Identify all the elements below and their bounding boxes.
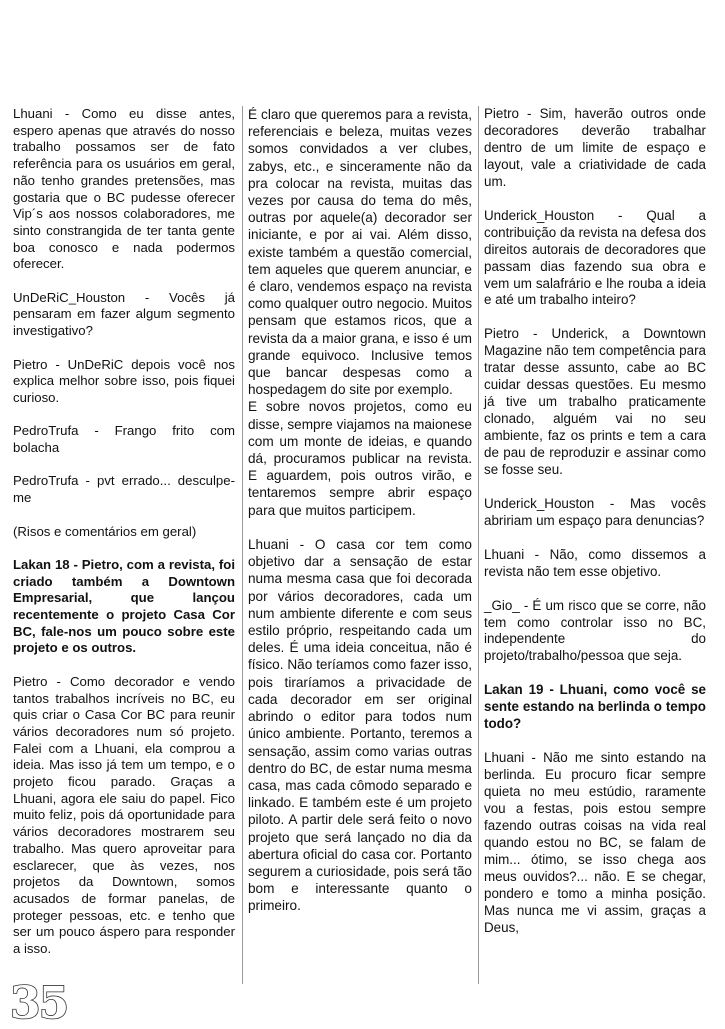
article-column-3 xyxy=(484,106,706,954)
column-divider xyxy=(242,106,243,984)
column-divider xyxy=(478,106,479,984)
answer-paragraph: E sobre novos projetos, como eu disse, sempre viajamos na maionese com um monte de ideias, e quando dá, procuramos publicar na revista. E aguardem, pois outros virão, e tentaremos sempre abrir espaço para que muitos participem. xyxy=(248,399,472,518)
question-paragraph: UnDeRiC_Houston - Vocês já pensaram em fazer algum segmento investigativo? xyxy=(13,289,235,339)
answer-paragraph: É claro que queremos para a revista, referenciais e beleza, muitas vezes somos convidados a ver clubes, zabys, etc., e sinceramente não da pra colocar na revista, muitas das vezes por causa do tema do mês, outras por aquele(a) decorador ser iniciante, e por ai vai. Além disso, existe também a questão comercial, tem aqueles que querem anunciar, e é claro, vendemos espaço na revista como qualquer outro negocio. Muitos pensam que estamos ricos, que a revista da a maior grana, e isso é um grande equivoco. Inclusive temos que bancar despesas como a hospedagem do site por exemplo. xyxy=(248,107,472,398)
answer-paragraph: Pietro - Sim, haverão outros onde decoradores deverão trabalhar dentro de um limite de espaço e layout, vale a criatividade de cada um. xyxy=(484,106,706,189)
answer-paragraph: Pietro - Underick, a Downtown Magazine não tem competência para tratar desse assunto, cabe ao BC cuidar dessas questões. Eu mesmo já tive um trabalho praticamente clonado, alguém vai no seu ambiente, faz os prints e tem a cara de pau de reproduzir e assinar como se fosse seu. xyxy=(484,326,706,477)
article-column-2 xyxy=(248,106,472,932)
article-column-1 xyxy=(13,106,235,974)
page-number: 35 xyxy=(10,978,68,1029)
interview-question: Lakan 19 - Lhuani, como você se sente estando na berlinda o tempo todo? xyxy=(484,682,706,732)
answer-paragraph: Lhuani - Não me sinto estando na berlinda. Eu procuro ficar sempre quieta no meu estúdio, raramente vou a festas, pois estou sempre fazendo outras coisas na vida real quando estou no BC, se falam de mim... ótimo, se isso chega aos meus ouvidos?... não. E se chegar, pondero e tomo a minha posição. Mas nunca me vi assim, graças a Deus, xyxy=(484,750,706,935)
chat-comment: PedroTrufa - Frango frito com bolacha xyxy=(13,423,235,456)
answer-paragraph: Pietro - Como decorador e vendo tantos trabalhos incríveis no BC, eu quis criar o Casa Cor BC para reunir vários decoradores num só projeto. Falei com a Lhuani, ela comprou a ideia. Mas isso já tem um tempo, e o projeto ficou parado. Graças a Lhuani, agora ele saiu do papel. Fico muito feliz, pois dá oportunidade para vários decoradores mostrarem seu trabalho. Mas quero aproveitar para esclarecer, que às vezes, nos projetos da Downtown, somos acusados de formar panelas, de proteger pessoas, etc. e tenho que ser um pouco áspero para responder a isso. xyxy=(13,673,235,957)
stage-note: (Risos e comentários em geral) xyxy=(13,523,197,539)
question-paragraph: Underick_Houston - Mas vocês abririam um espaço para denuncias? xyxy=(484,495,706,528)
chat-comment: PedroTrufa - pvt errado... desculpe-me xyxy=(13,473,235,506)
answer-paragraph: Lhuani - Como eu disse antes, espero apenas que através do nosso trabalho possamos ser de fato referência para os usuários em geral, não tenho grandes pretensões, mas gostaria que o BC pudesse oferecer Vip´s aos nossos colaboradores, me sinto constrangida de ter tanta gente boa conosco e nada podermos oferecer. xyxy=(13,106,235,272)
answer-paragraph: Lhuani - Não, como dissemos a revista não tem esse objetivo. xyxy=(484,546,706,579)
interview-question: Lakan 18 - Pietro, com a revista, foi criado também a Downtown Empresarial, que lançou recentemente o projeto Casa Cor BC, fale-nos um pouco sobre este projeto e os outros. xyxy=(13,556,235,656)
answer-paragraph: _Gio_ - É um risco que se corre, não tem como controlar isso no BC, independente do projeto/trabalho/pessoa que seja. xyxy=(484,597,706,664)
answer-paragraph: Lhuani - O casa cor tem como objetivo dar a sensação de estar numa mesma casa que foi decorada por vários decoradores, cada um num ambiente diferente e com seus estilo próprio, respeitando cada um deles. É uma ideia conceitua, não é físico. Não teríamos como fazer isso, pois tiraríamos a privacidade de cada decorador em ser original abrindo o editor para todos num único ambiente. Portanto, teremos a sensação, assim como varias outras dentro do BC, de estar numa mesma casa, mas cada cômodo separado e linkado. E também este é um projeto piloto. A partir dele será feito o novo projeto que será lançado no dia da abertura oficial do casa cor. Portanto segurem a curiosidade, pois será tão bom e interessante quanto o primeiro. xyxy=(248,537,472,914)
question-paragraph: Underick_Houston - Qual a contribuição da revista na defesa dos direitos autorais de decoradores que passam dias fazendo sua obra e vem um salafrário e lhe rouba a ideia e até um trabalho inteiro? xyxy=(484,207,706,308)
answer-paragraph: Pietro - UnDeRiC depois você nos explica melhor sobre isso, pois fiquei curioso. xyxy=(13,356,235,405)
